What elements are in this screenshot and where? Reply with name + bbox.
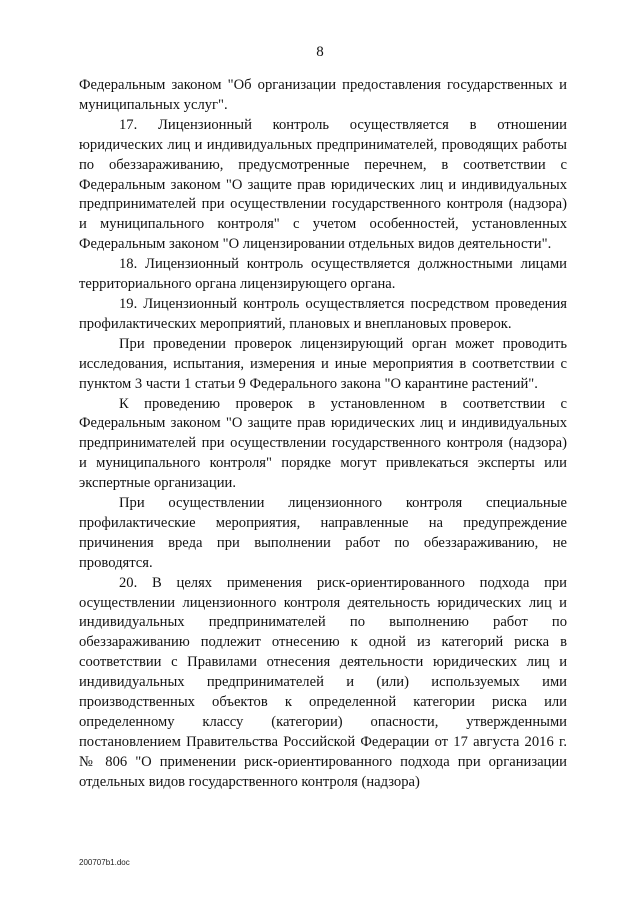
- page-number: 8: [316, 44, 324, 60]
- paragraph-19: 19. Лицензионный контроль осуществляется посредством проведения профилактических мероприятий, плановых и внеплановых проверок.: [79, 295, 567, 332]
- file-code: 200707b1.doc: [79, 858, 130, 867]
- document-body: [79, 76, 567, 793]
- paragraph-19-inspections: При проведении проверок лицензирующий орган может проводить исследования, испытания, измерения и иные мероприятия в соответствии с пунктом 3 части 1 статьи 9 Федерального закона "О карантине растений".: [79, 335, 567, 392]
- paragraph-17: 17. Лицензионный контроль осуществляется в отношении юридических лиц и индивидуальных предпринимателей, проводящих работы по обеззараживанию, предусмотренные перечнем, в соответствии с Федеральным законом "О защите прав юридических лиц и индивидуальных предпринимателей при осуществлении государственного контроля (надзора) и муниципального контроля" с учетом особенностей, установленных Федеральным законом "О лицензировании отдельных видов деятельности".: [79, 116, 567, 253]
- paragraph-19-special-measures: При осуществлении лицензионного контроля специальные профилактические мероприятия, направленные на предупреждение причинения вреда при выполнении работ по обеззараживанию, не проводятся.: [79, 495, 567, 571]
- paragraph-20: 20. В целях применения риск-ориентированного подхода при осуществлении лицензионного контроля деятельность юридических лиц и индивидуальных предпринимателей по выполнению работ по обеззараживанию подлежит отнесению к одной из категорий риска в соответствии с Правилами отнесения деятельности юридических лиц и индивидуальных предпринимателей и (или) используемых ими производственных объектов к определенной категории риска или определенному классу (категории) опасности, утвержденными постановлением Правительства Российской Федерации от 17 августа 2016 г. № 806 "О применении риск-ориентированного подхода при организации отдельных видов государственного контроля (надзора): [79, 574, 567, 790]
- paragraph-continuation: Федеральным законом "Об организации предоставления государственных и муниципальных услуг".: [79, 77, 567, 113]
- paragraph-19-experts: К проведению проверок в установленном в соответствии с Федеральным законом "О защите прав юридических лиц и индивидуальных предпринимателей при осуществлении государственного контроля (надзора) и муниципального контроля" порядке могут привлекаться эксперты или экспертные организации.: [79, 395, 567, 492]
- paragraph-18: 18. Лицензионный контроль осуществляется должностными лицами территориального органа лицензирующего органа.: [79, 256, 567, 293]
